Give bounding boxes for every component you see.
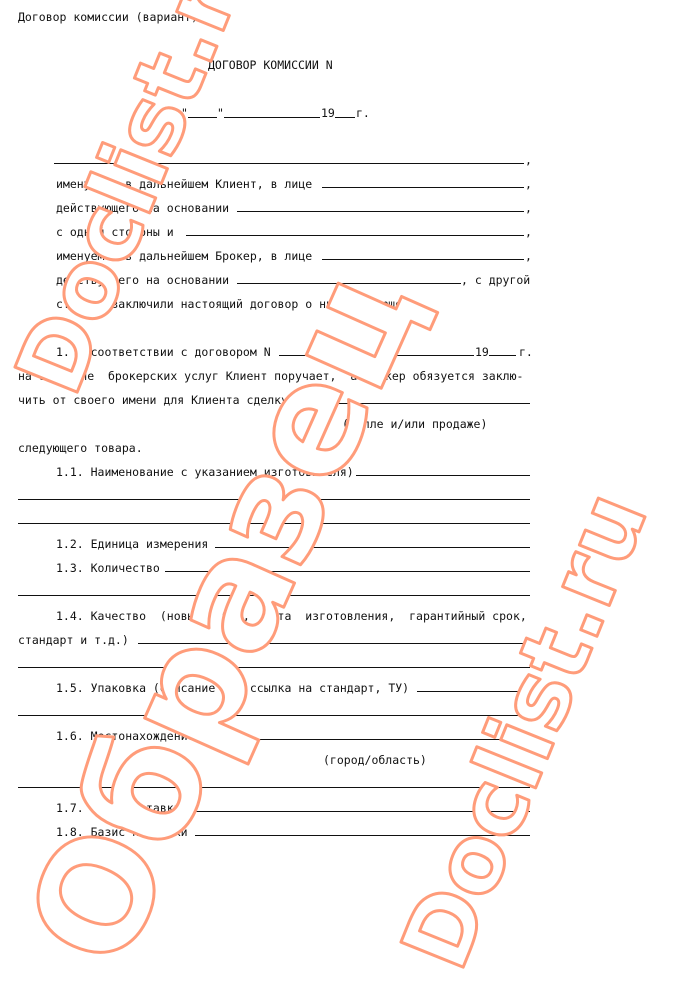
basis1-label: действующего на основании: [56, 201, 230, 215]
quality-blank-2: [18, 667, 530, 668]
comma: ,: [525, 225, 532, 239]
delivery-term-blank: [188, 811, 530, 812]
date-month-blank: [224, 117, 320, 118]
clause1-month-blank: [392, 355, 474, 356]
broker-intro: именуемое в дальнейшем Брокер, в лице: [56, 249, 313, 263]
location-blank-2: [18, 787, 530, 788]
delivery-basis-blank: [195, 835, 530, 836]
document-title: ДОГОВОР КОМИССИИ N: [208, 58, 333, 72]
party2-name-blank: [186, 235, 524, 236]
date-quote-close: ": [217, 106, 224, 120]
item-name-blank-3: [18, 523, 530, 524]
clause1-line3: чить от своего имени для Клиента сделку по: [18, 393, 309, 407]
date-year-blank: [335, 117, 355, 118]
agreement-text: стороны заключили настоящий договор о нижеследующем:: [56, 297, 417, 311]
client-rep-blank: [322, 187, 524, 188]
comma: ,: [525, 177, 532, 191]
date-quote-open: ": [181, 106, 188, 120]
quantity-label: 1.3. Количество: [56, 561, 160, 575]
deal-type-blank: [318, 403, 530, 404]
date-year: 19: [321, 106, 335, 120]
basis1-blank: [237, 211, 524, 212]
packaging-blank: [417, 691, 530, 692]
one-side-label: с одной стороны и: [56, 225, 174, 239]
basis2-blank: [237, 283, 461, 284]
contract-number-blank: [279, 355, 308, 356]
date-suffix: г.: [356, 106, 370, 120]
comma: ,: [525, 249, 532, 263]
clause1-suffix: г.: [519, 345, 533, 359]
delivery-basis-label: 1.8. Базис поставки: [56, 825, 188, 839]
client-intro: именуемое в дальнейшем Клиент, в лице: [56, 177, 313, 191]
other-side-label: , с другой: [461, 273, 531, 287]
clause1-quote-open: ": [349, 345, 356, 359]
delivery-term-label: 1.7. Срок поставки: [56, 801, 181, 815]
quantity-blank: [165, 571, 530, 572]
unit-label: 1.2. Единица измерения: [56, 537, 209, 551]
comma: ,: [525, 153, 532, 167]
broker-rep-blank: [322, 259, 524, 260]
comma: ,: [525, 201, 532, 215]
location-blank: [250, 739, 530, 740]
unit-blank: [215, 547, 530, 548]
quality-continued: стандарт и т.д.): [18, 633, 129, 647]
date-day-blank: [188, 117, 217, 118]
clause1-year: 19: [475, 345, 489, 359]
packaging-blank-2: [18, 715, 530, 716]
quality-label: 1.4. Качество (новый, б/у, дата изготовления, гарантийный срок,: [56, 609, 527, 623]
location-label: 1.6. Местонахождение товара: [56, 729, 243, 743]
clause1-text: 1. В соответствии с договором N: [56, 345, 271, 359]
item-name-blank: [356, 475, 530, 476]
clause1-day-blank: [356, 355, 384, 356]
clause1-line4: следующего товара.: [18, 441, 143, 455]
quantity-blank-2: [18, 595, 530, 596]
clause1-quote-close: ": [385, 345, 392, 359]
item-name-label: 1.1. Наименование с указанием изготовителя): [56, 465, 354, 479]
party1-name-blank: [54, 163, 524, 164]
quality-blank: [138, 643, 530, 644]
item-name-blank-2: [18, 499, 530, 500]
packaging-label: 1.5. Упаковка (описание или ссылка на стандарт, ТУ): [56, 681, 410, 695]
clause1-line2: на оказание брокерских услуг Клиент поручает, а Брокер обязуется заклю-: [18, 369, 524, 383]
clause1-year-blank: [489, 355, 516, 356]
clause1-from: от: [320, 345, 334, 359]
document-header: Договор комиссии (вариант): [18, 10, 199, 24]
basis2-label: действующего на основании: [56, 273, 230, 287]
deal-type-hint: (купле и/или продаже): [342, 417, 488, 431]
location-hint: (город/область): [323, 753, 427, 767]
